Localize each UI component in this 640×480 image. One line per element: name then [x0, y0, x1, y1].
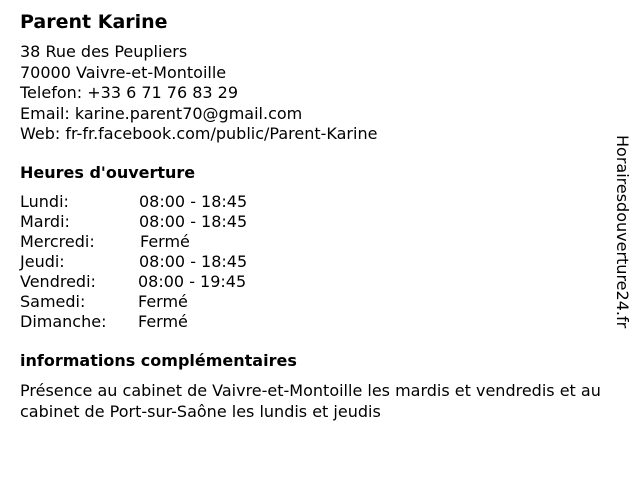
hours-row-monday	[20, 192, 620, 212]
day-label: Dimanche:	[20, 311, 107, 331]
opening-time: Fermé	[140, 231, 190, 251]
hours-row-wednesday	[20, 232, 620, 252]
day-label: Mardi:	[20, 211, 70, 231]
hours-row-sunday	[20, 312, 620, 332]
city-address: 70000 Vaivre-et-Montoille	[20, 62, 227, 82]
site-watermark: Horairesdouverture24.fr	[613, 135, 632, 329]
email-address: Email: karine.parent70@gmail.com	[20, 103, 303, 123]
opening-time: 08:00 - 18:45	[139, 211, 248, 231]
hours-row-saturday	[20, 292, 620, 312]
hours-row-friday	[20, 272, 620, 292]
website-address: Web: fr-fr.facebook.com/public/Parent-Karine	[20, 124, 378, 143]
additional-info-text: Présence au cabinet de Vaivre-et-Montoille les mardis et vendredis et au cabinet de Port-sur-Saône les lundis et jeudis	[20, 380, 601, 421]
opening-time: 08:00 - 19:45	[138, 271, 247, 291]
phone-number: Telefon: +33 6 71 76 83 29	[20, 83, 239, 102]
day-label: Mercredi:	[20, 231, 95, 251]
opening-hours-list	[20, 192, 620, 332]
day-label: Vendredi:	[20, 271, 96, 291]
opening-time: Fermé	[138, 291, 188, 311]
business-name: Parent Karine	[20, 11, 168, 33]
opening-time: Fermé	[138, 311, 188, 331]
opening-time: 08:00 - 18:45	[139, 251, 248, 271]
opening-time: 08:00 - 18:45	[139, 191, 248, 211]
street-address: 38 Rue des Peupliers	[20, 42, 188, 61]
opening-hours-heading: Heures d'ouverture	[20, 162, 196, 182]
hours-row-tuesday	[20, 212, 620, 232]
business-card	[20, 10, 620, 422]
address-block	[20, 42, 620, 145]
day-label: Samedi:	[20, 291, 86, 311]
day-label: Jeudi:	[20, 251, 65, 271]
day-label: Lundi:	[20, 191, 69, 211]
additional-info-heading: informations complémentaires	[20, 350, 297, 370]
hours-row-thursday	[20, 252, 620, 272]
